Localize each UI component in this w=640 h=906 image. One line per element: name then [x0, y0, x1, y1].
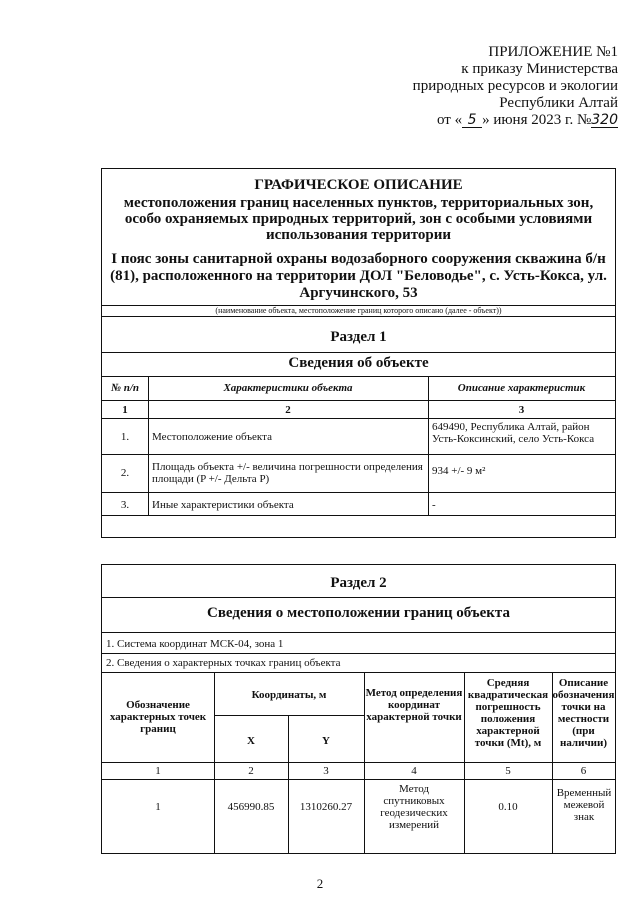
row2-name: Площадь объекта +/- величина погрешности определения площади (P +/- Дельта P) — [152, 461, 423, 485]
col-divider — [364, 672, 365, 854]
col-divider — [464, 672, 465, 854]
doc-subtitle: местоположения границ населенных пунктов, территориальных зон, особо охраняемых природных территорий, зон с особыми условиями использования территории — [123, 195, 594, 243]
order-number: 320 — [591, 112, 618, 128]
col-num-4: 4 — [411, 765, 417, 777]
point-description: Временный межевой знак — [556, 787, 612, 823]
col-divider — [148, 376, 149, 515]
divider — [102, 672, 615, 673]
divider — [102, 653, 615, 654]
col-num-3: 3 — [518, 404, 525, 416]
col-header-point-description: Описание обозначения точки на местности (при наличии) — [552, 677, 615, 749]
doc-title: ГРАФИЧЕСКОЕ ОПИСАНИЕ — [254, 177, 463, 193]
divider — [102, 418, 615, 419]
row1-number: 1. — [120, 431, 130, 443]
divider — [102, 597, 615, 598]
section2-title: Раздел 2 — [330, 575, 387, 591]
section1-title: Раздел 1 — [330, 329, 387, 345]
row2-number: 2. — [120, 467, 130, 479]
point-error: 0.10 — [498, 801, 518, 813]
divider — [102, 400, 615, 401]
object-name: I пояс зоны санитарной охраны водозаборного сооружения скважина б/н (81), расположенного на территории ДОЛ "Беловодье", с. Усть-Кокса, ул. Аргучинского, 53 — [110, 251, 607, 301]
date-day: 5 — [462, 113, 482, 128]
point-y: 1310260.27 — [299, 801, 353, 813]
divider — [102, 352, 615, 353]
col-num-2: 2 — [248, 765, 254, 777]
divider — [102, 515, 615, 516]
section1-box — [101, 168, 616, 538]
col-header-designation: Обозначение характерных точек границ — [109, 699, 207, 735]
col-num-1: 1 — [155, 765, 161, 777]
col-divider — [214, 672, 215, 854]
col-header-method: Метод определения координат характерной точки — [365, 687, 463, 723]
row3-number: 3. — [120, 499, 130, 511]
col-divider — [428, 376, 429, 515]
col-divider — [552, 672, 553, 854]
row1-name: Местоположение объекта — [152, 431, 272, 443]
point-id: 1 — [155, 801, 161, 813]
divider — [102, 454, 615, 455]
order-line: к приказу Министерства — [461, 61, 618, 77]
date-mid: » июня 2023 г. № — [482, 112, 592, 128]
date-prefix: от « — [436, 112, 463, 128]
approval-header — [413, 44, 618, 129]
col-num-3: 3 — [323, 765, 329, 777]
divider — [102, 492, 615, 493]
row3-name: Иные характеристики объекта — [152, 499, 294, 511]
col-header-description: Описание характеристик — [457, 382, 586, 394]
divider — [102, 316, 615, 317]
divider — [102, 779, 615, 780]
col-divider — [288, 715, 289, 854]
object-note: (наименование объекта, местоположение границ которого описано (далее - объект)) — [215, 306, 502, 315]
col-num-5: 5 — [505, 765, 511, 777]
doc-title-block — [102, 177, 615, 243]
col-num-2: 2 — [285, 404, 291, 416]
section1-subtitle: Сведения об объекте — [288, 355, 429, 371]
col-num-6: 6 — [580, 765, 587, 777]
divider — [102, 376, 615, 377]
row2-value: 934 +/- 9 м² — [432, 465, 486, 477]
col-header-y: Y — [322, 735, 330, 747]
divider — [102, 762, 615, 763]
divider — [214, 715, 364, 716]
col-header-x: X — [247, 735, 255, 747]
appendix-label: ПРИЛОЖЕНИЕ №1 — [488, 44, 618, 60]
section2-box — [101, 564, 616, 854]
divider — [102, 632, 615, 633]
row3-value: - — [432, 499, 436, 511]
col-num-1: 1 — [122, 404, 128, 416]
coord-system: 1. Система координат МСК-04, зона 1 — [106, 638, 284, 650]
col-header-coords: Координаты, м — [251, 689, 327, 701]
col-header-characteristics: Характеристики объекта — [223, 382, 353, 394]
points-label: 2. Сведения о характерных точках границ объекта — [106, 657, 341, 669]
order-date-line — [413, 112, 618, 129]
point-method: Метод спутниковых геодезических измерений — [380, 783, 448, 831]
republic-line: Республики Алтай — [499, 95, 618, 111]
point-x: 456990.85 — [227, 801, 275, 813]
col-header-error: Средняя квадратическая погрешность положения характерной точки (Mt), м — [467, 677, 549, 749]
ministry-line: природных ресурсов и экологии — [412, 78, 618, 94]
row1-value: 649490, Республика Алтай, район Усть-Коксинский, село Усть-Кокса — [432, 421, 595, 445]
page-number: 2 — [316, 876, 324, 891]
col-header-number: № п/п — [110, 382, 140, 394]
section2-subtitle: Сведения о местоположении границ объекта — [207, 605, 510, 621]
